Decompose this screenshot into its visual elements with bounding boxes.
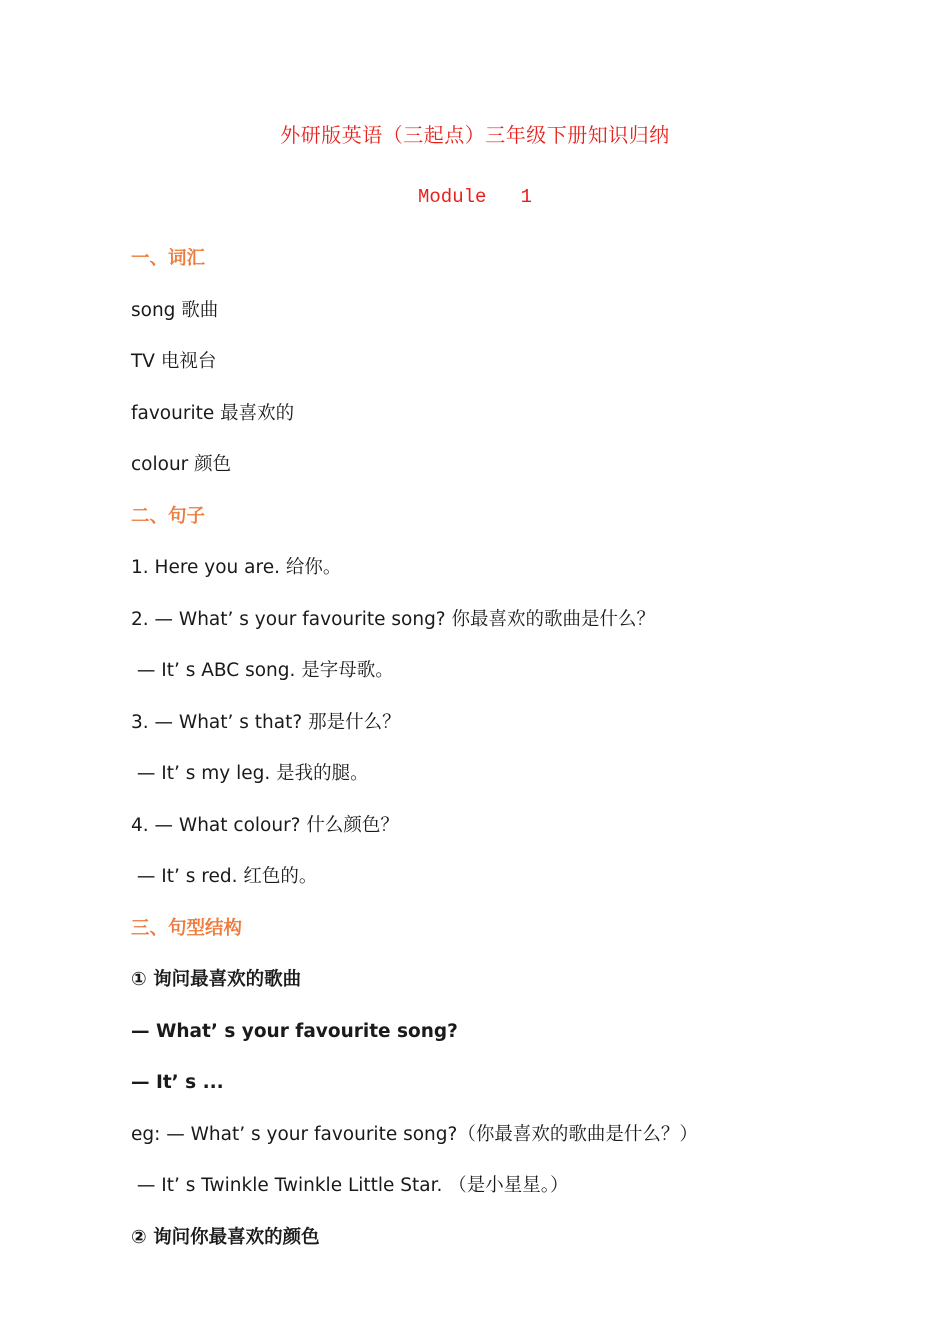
- document-title: 外研版英语（三起点）三年级下册知识归纳: [280, 123, 670, 147]
- structure-example-answer: — It’ s Twinkle Twinkle Little Star. （是小星星。）: [131, 1175, 569, 1196]
- vocab-item: favourite 最喜欢的: [131, 402, 295, 424]
- vocab-item: TV 电视台: [131, 351, 217, 372]
- sentence-line: 3. — What’ s that? 那是什么？: [131, 711, 401, 733]
- structure-example: eg: — What’ s your favourite song?（你最喜欢的歌曲是什么？）: [131, 1123, 698, 1145]
- sentences-heading: 二、句子: [131, 505, 206, 527]
- sentence-line: — It’ s red. 红色的。: [131, 866, 318, 887]
- sentence-line: 4. — What colour? 什么颜色？: [131, 814, 399, 836]
- document-body: [131, 244, 910, 1274]
- sentence-line: — It’ s ABC song. 是字母歌。: [131, 660, 394, 681]
- structure-item-title: ② 询问你最喜欢的颜色: [131, 1226, 320, 1248]
- vocab-heading: 一、词汇: [131, 248, 206, 269]
- structure-item-title: ① 询问最喜欢的歌曲: [131, 969, 302, 990]
- structure-question: — What’ s your favourite song?: [131, 1020, 458, 1042]
- vocab-item: song 歌曲: [131, 299, 219, 321]
- vocab-item: colour 颜色: [131, 454, 232, 475]
- sentence-line: — It’ s my leg. 是我的腿。: [131, 763, 369, 784]
- structure-answer: — It’ s ...: [131, 1072, 224, 1093]
- sentence-line: 2. — What’ s your favourite song? 你最喜欢的歌曲是什么？: [131, 608, 656, 630]
- module-title: Module 1: [417, 186, 533, 208]
- structures-heading: 三、句型结构: [131, 917, 243, 939]
- sentence-line: 1. Here you are. 给你。: [131, 557, 342, 578]
